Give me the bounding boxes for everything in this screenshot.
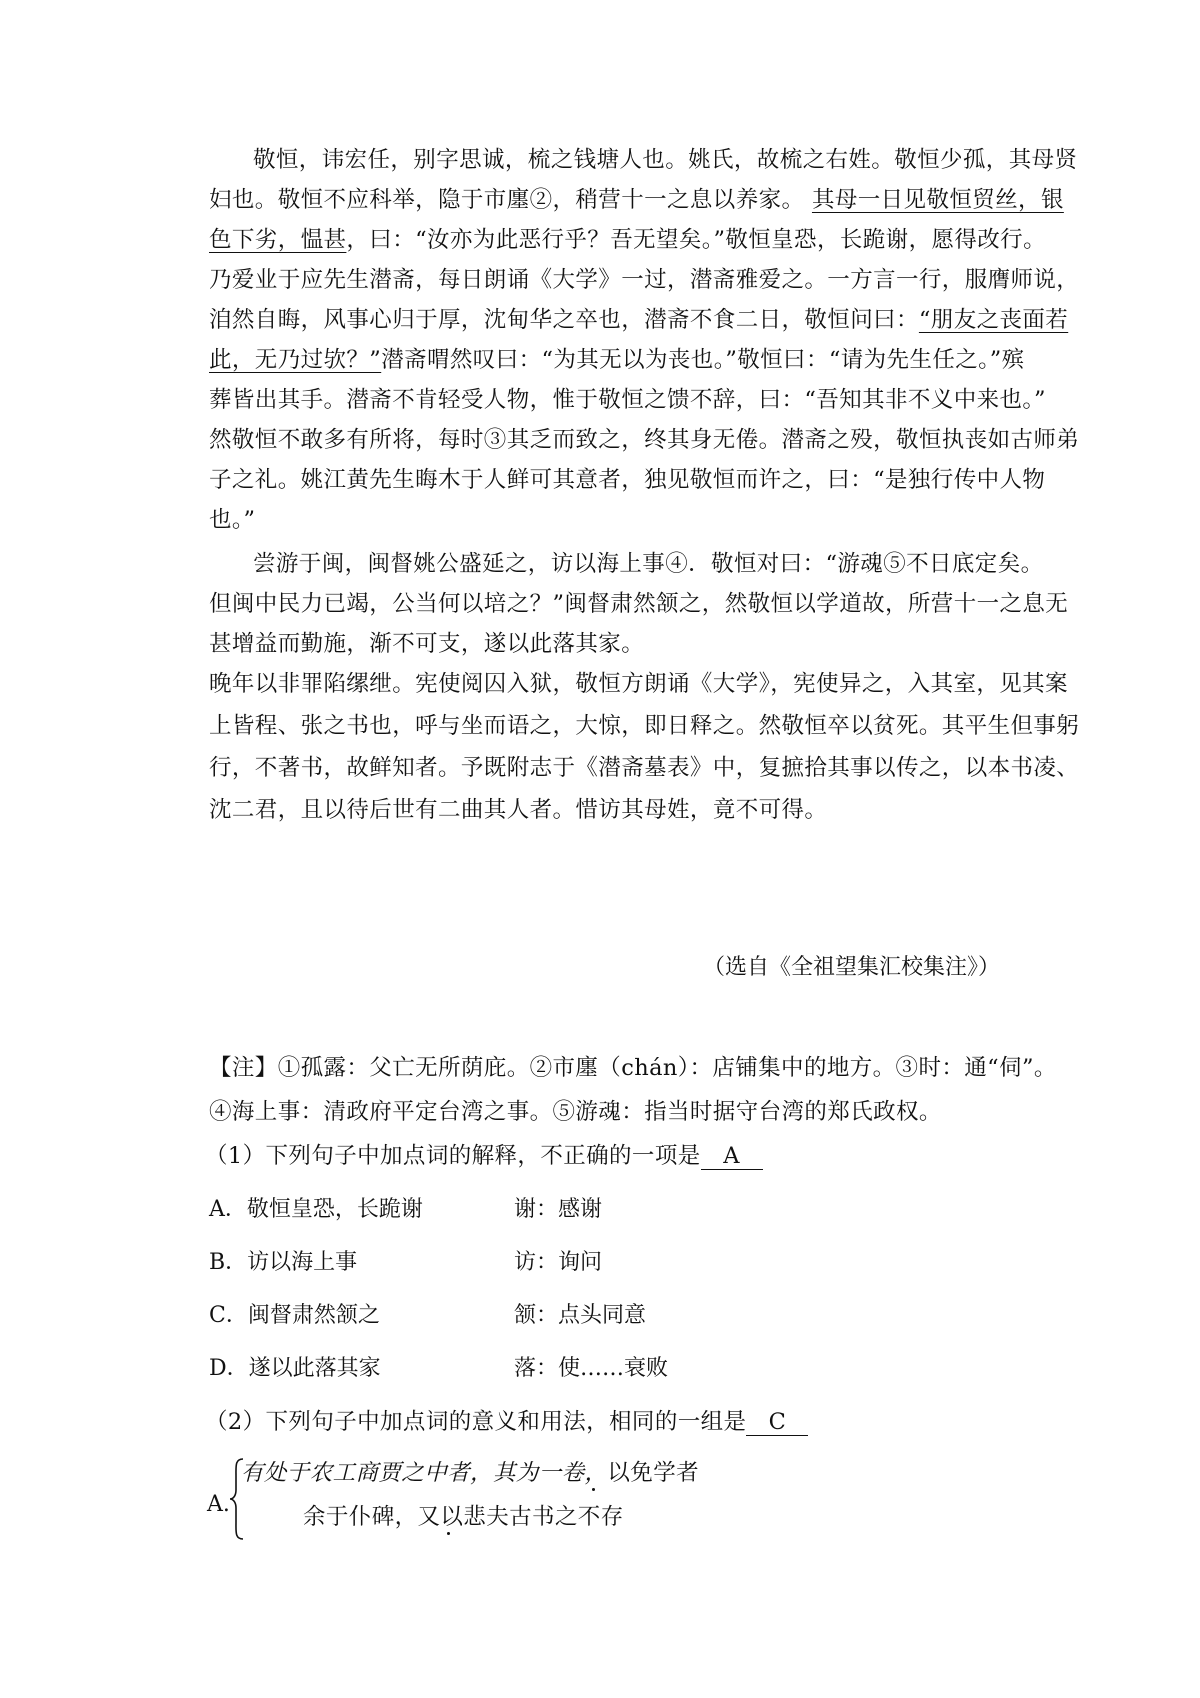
note-line: ④海上事：清政府平定台湾之事。⑤游魂：指当时据守台湾的郑氏政权。 <box>209 1099 942 1125</box>
q1-option-d-gloss: 落：使……衰败 <box>514 1356 669 1381</box>
passage-line: 敬恒，讳宏任，别字思诚，梳之钱塘人也。姚氏，故梳之右姓。敬恒少孤，其母贤 <box>253 147 1078 173</box>
q2-option-a-line1: 有处于农工商贾之中者，其为一卷，以免学者 <box>241 1460 700 1486</box>
question-2-stem: （2）下列句子中加点词的意义和用法，相同的一组是 C <box>205 1407 808 1437</box>
q1-option-c-gloss: 颔：点头同意 <box>514 1303 647 1328</box>
passage-line: 上皆程、张之书也，呼与坐而语之，大惊，即日释之。然敬恒卒以贫死。其平生但事躬 <box>209 713 1080 739</box>
passage-line: 但闽中民力已竭，公当何以培之？”闽督肃然颔之，然敬恒以学道故，所营十一之息无 <box>209 591 1069 617</box>
passage-line: 乃爱业于应先生潜斋，每日朗诵《大学》一过，潜斋雅爱之。一方言一行，服膺师说， <box>209 267 1080 293</box>
passage-line: 也。” <box>209 507 256 533</box>
underlined-sentence: 色下劣，愠甚 <box>209 227 347 253</box>
underlined-sentence: 其母一日见敬恒贸丝，银 <box>811 187 1064 213</box>
passage-line: 尝游于闽，闽督姚公盛延之，访以海上事④．敬恒对曰：“游魂⑤不日底定矣。 <box>253 551 1044 577</box>
passage-line: 晚年以非罪陷缧绁。宪使阅囚入狱，敬恒方朗诵《大学》，宪使异之，入其室，见其案 <box>209 671 1068 697</box>
passage-line: 子之礼。姚江黄先生晦木于人鲜可其意者，独见敬恒而许之，曰：“是独行传中人物 <box>209 467 1046 493</box>
passage-line: 行，不著书，故鲜知者。予既附志于《潜斋墓表》中，复摭拾其事以传之，以本书凌、 <box>209 755 1080 781</box>
passage-line: 此，无乃过欤？”潜斋喟然叹曰：“为其无以为丧也。”敬恒曰：“请为先生任之。”殡 <box>209 347 1025 373</box>
q1-option-d: D．遂以此落其家 <box>209 1356 381 1381</box>
emphasis-dot <box>447 1532 450 1535</box>
answer-blank: A <box>701 1143 763 1170</box>
passage-line: 色下劣，愠甚，曰：“汝亦为此恶行乎？吾无望矣。”敬恒皇恐，长跪谢，愿得改行。 <box>209 227 1046 253</box>
q1-option-b: B．访以海上事 <box>209 1250 358 1275</box>
passage-line: 洎然自晦，风事心归于厚，沈甸华之卒也，潜斋不食二日，敬恒问曰：“朋友之丧面若 <box>209 307 1069 333</box>
q1-option-b-gloss: 访：询问 <box>514 1250 603 1275</box>
note-line: 【注】①孤露：父亡无所荫庇。②市廛（chán）：店铺集中的地方。③时：通“伺”。 <box>209 1055 1057 1081</box>
q2-option-a-line2: 余于仆碑，又以悲夫古书之不存 <box>303 1504 624 1530</box>
passage-line: 妇也。敬恒不应科举，隐于市廛②，稍营十一之息以养家。 其母一日见敬恒贸丝，银 <box>209 187 1064 213</box>
q1-option-a: A．敬恒皇恐，长跪谢 <box>209 1197 423 1222</box>
question-1-stem: （1）下列句子中加点词的解释，不正确的一项是 A <box>205 1141 763 1171</box>
passage-line: 甚增益而勤施，渐不可支，遂以此落其家。 <box>209 631 645 657</box>
q2-option-a-label: A. <box>207 1492 230 1517</box>
source-citation: （选自《全祖望集汇校集注》） <box>702 955 1000 980</box>
q1-option-a-gloss: 谢：感谢 <box>514 1197 603 1222</box>
passage-line: 沈二君，且以待后世有二曲其人者。惜访其母姓，竟不可得。 <box>209 797 828 823</box>
q1-option-c: C．闽督肃然颔之 <box>209 1303 380 1328</box>
passage-line: 然敬恒不敢多有所将，每时③其乏而致之，终其身无倦。潜斋之殁，敬恒执丧如古师弟 <box>209 427 1080 453</box>
answer-blank: C <box>746 1409 808 1436</box>
underlined-sentence: 此，无乃过欤？” <box>209 347 382 373</box>
underlined-sentence: “朋友之丧面若 <box>918 307 1069 333</box>
emphasis-dot <box>592 1488 595 1491</box>
passage-line: 葬皆出其手。潜斋不肯轻受人物，惟于敬恒之馈不辞，曰：“吾知其非不义中来也。” <box>209 387 1046 413</box>
